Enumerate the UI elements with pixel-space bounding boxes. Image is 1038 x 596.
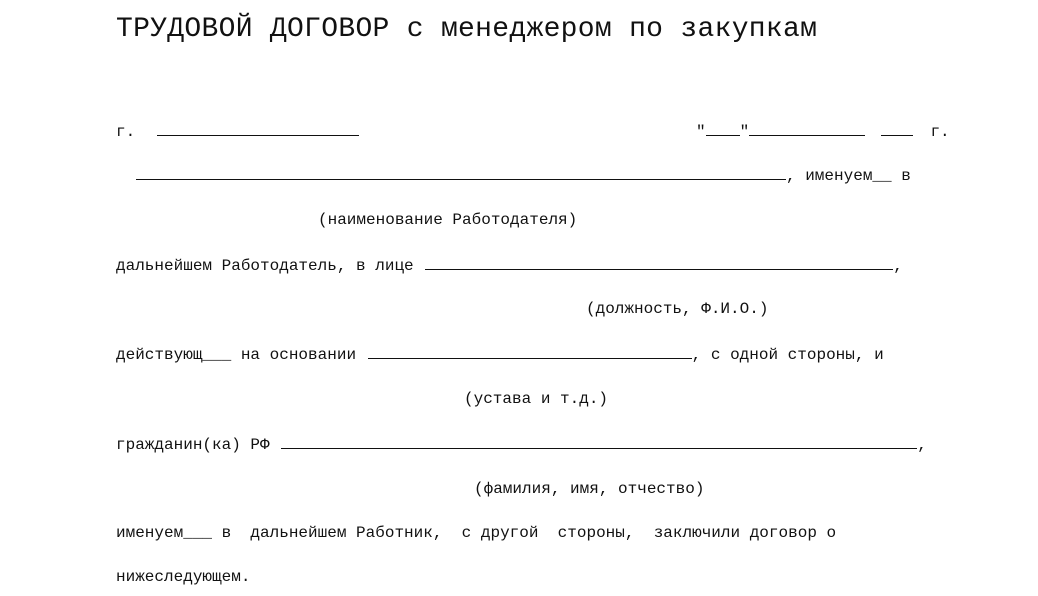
document-title: ТРУДОВОЙ ДОГОВОР с менеджером по закупкам — [116, 14, 818, 45]
basis-caption: (устава и т.д.) — [464, 390, 609, 408]
employer-line — [136, 165, 911, 186]
representative-blank[interactable] — [425, 255, 893, 270]
representative-caption: (должность, Ф.И.О.) — [586, 300, 769, 318]
citizen-prefix: гражданин(ка) РФ — [116, 436, 270, 454]
date-line — [696, 121, 950, 142]
year-suffix: г. — [930, 123, 950, 141]
employer-blank[interactable] — [136, 165, 786, 180]
month-blank[interactable] — [749, 121, 865, 136]
city-line — [116, 121, 359, 142]
employer-suffix: , именуем__ в — [786, 167, 911, 185]
citizen-blank[interactable] — [281, 434, 917, 449]
closing-line-1: именуем___ в дальнейшем Работник, с другой стороны, заключили договор о — [116, 524, 837, 542]
city-prefix: г. — [116, 123, 136, 141]
citizen-suffix: , — [917, 436, 927, 454]
date-mid-quote: " — [739, 123, 750, 141]
citizen-line — [116, 434, 927, 455]
citizen-caption: (фамилия, имя, отчество) — [474, 480, 705, 498]
representative-line — [116, 255, 903, 276]
day-blank[interactable] — [706, 121, 740, 136]
closing-line-2: нижеследующем. — [116, 568, 251, 586]
basis-line — [116, 344, 884, 365]
date-open-quote: " — [696, 123, 706, 141]
employer-caption: (наименование Работодателя) — [318, 211, 578, 229]
representative-prefix: дальнейшем Работодатель, в лице — [116, 257, 414, 275]
city-blank[interactable] — [157, 121, 359, 136]
basis-suffix: , с одной стороны, и — [691, 346, 884, 364]
basis-blank[interactable] — [368, 344, 692, 359]
representative-suffix: , — [893, 257, 903, 275]
year-blank[interactable] — [881, 121, 913, 136]
basis-prefix: действующ___ на основании — [116, 346, 357, 364]
